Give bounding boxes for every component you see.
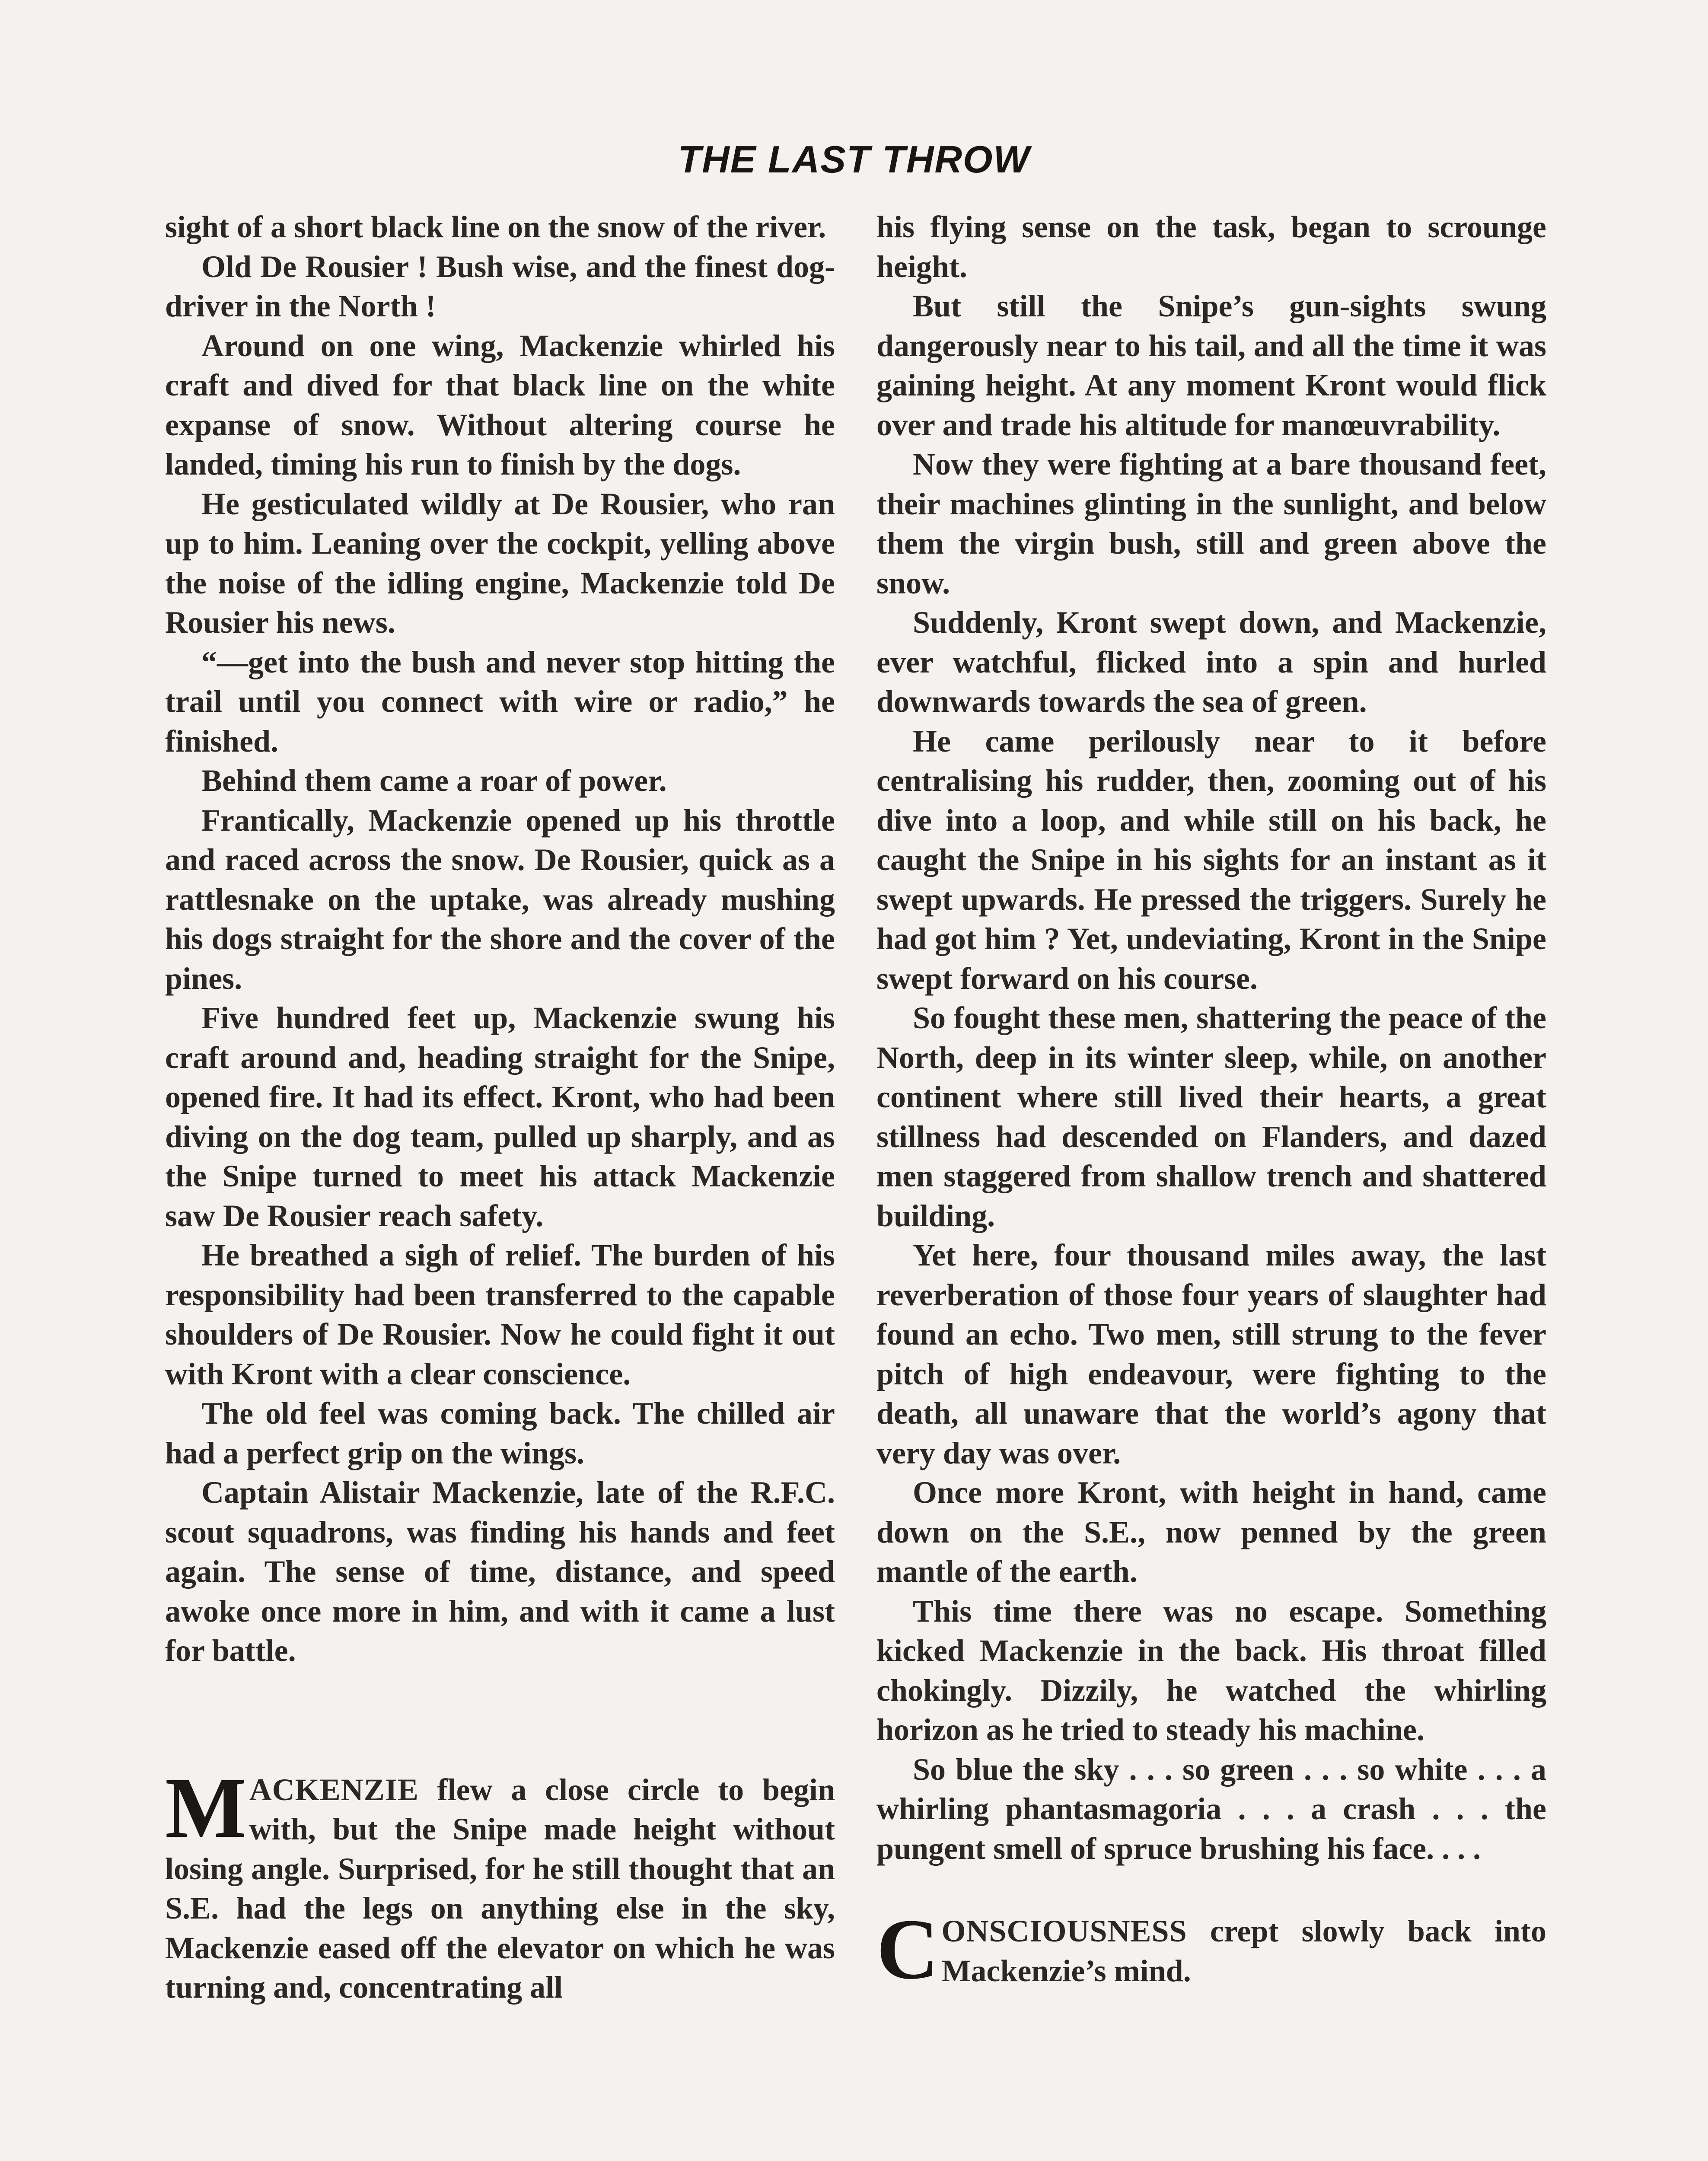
paragraph: sight of a short black line on the snow of the river. (165, 210, 826, 244)
left-column (165, 207, 835, 2008)
paragraph: He came perilously near to it before centralising his rudder, then, zooming out of his dive into a loop, and while still on his back, he caught the Snipe in his sights for an instant as it swept upwards. He pressed the triggers. Surely he had got him ? Yet, undeviating, Kront in the Snipe swept forward on his course. (876, 724, 1546, 996)
paragraph: This time there was no escape. Something kicked Mackenzie in the back. His throat filled chokingly. Dizzily, he watched the whirling horizon as he tried to steady his machine. (876, 1594, 1546, 1747)
section-text: flew a close circle to begin with, but the Snipe made height without losing angle. Surprised, for he still thought that an S.E. had the legs on anything else in the sky, Mackenzie eased off the elevator on which he was turning and, concentrating all (165, 1772, 835, 2005)
paragraph: Once more Kront, with height in hand, came down on the S.E., now penned by the green mantle of the earth. (876, 1475, 1546, 1589)
section-break (876, 1868, 1546, 1912)
paragraph: Old De Rousier ! Bush wise, and the finest dog-driver in the North ! (165, 249, 835, 323)
paragraph: The old feel was coming back. The chilled air had a perfect grip on the wings. (165, 1396, 835, 1470)
drop-cap: M (165, 1760, 247, 1856)
drop-cap: C (876, 1902, 939, 1997)
section-opening-paragraph (876, 1902, 1546, 1997)
lead-in-caps: ACKENZIE (249, 1772, 419, 1807)
paragraph: Suddenly, Kront swept down, and Mackenzie, ever watchful, flicked into a spin and hurled downwards towards the sea of green. (876, 605, 1546, 719)
running-title: THE LAST THROW (678, 138, 1030, 181)
paragraph: Frantically, Mackenzie opened up his throttle and raced across the snow. De Rousier, quick as a rattlesnake on the uptake, was already mushing his dogs straight for the shore and the cover of the pines. (165, 803, 835, 996)
paragraph: his flying sense on the task, began to scrounge height. (876, 210, 1546, 284)
section-text: crept slowly back into Mackenzie’s mind. (941, 1914, 1546, 1988)
paragraph: Five hundred feet up, Mackenzie swung his craft around and, heading straight for the Snipe, opened fire. It had its effect. Kront, who had been diving on the dog team, pulled up sharply, and as the Snipe turned to meet his attack Mackenzie saw De Rousier reach safety. (165, 1001, 835, 1233)
paragraph: Behind them came a roar of power. (201, 763, 667, 798)
paragraph: But still the Snipe’s gun-sights swung dangerously near to his tail, and all the time it was gaining height. At any moment Kront would flick over and trade his altitude for manœuvrability. (876, 289, 1546, 442)
paragraph: Around on one wing, Mackenzie whirled his craft and dived for that black line on the white expanse of snow. Without altering course he landed, timing his run to finish by the dogs. (165, 328, 835, 481)
right-column (876, 207, 1546, 1997)
paragraph: Captain Alistair Mackenzie, late of the R.F.C. scout squadrons, was finding his hands and feet again. The sense of time, distance, and speed awoke once more in him, and with it came a lust for battle. (165, 1475, 835, 1668)
paragraph: He gesticulated wildly at De Rousier, who ran up to him. Leaning over the cockpit, yelling above the noise of the idling engine, Mackenzie told De Rousier his news. (165, 486, 835, 640)
paragraph: “—get into the bush and never stop hitting the trail until you connect with wire or radio,” he finished. (165, 644, 835, 759)
paragraph: Yet here, four thousand miles away, the last reverberation of those four years of slaughter had found an echo. Two men, still strung to the fever pitch of high endeavour, were fighting to the death, all unaware that the world’s agony that very day was over. (876, 1238, 1546, 1470)
paragraph: So blue the sky . . . so green . . . so white . . . a whirling phantasmagoria . . . a crash . . . the pungent smell of spruce brushing his face. . . . (876, 1752, 1546, 1866)
lead-in-caps: ONSCIOUSNESS (941, 1914, 1187, 1948)
paragraph: Now they were fighting at a bare thousand feet, their machines glinting in the sunlight, and below them the virgin bush, still and green above the snow. (876, 447, 1546, 600)
section-opening-paragraph (165, 1760, 835, 2008)
paragraph: So fought these men, shattering the peace of the North, deep in its winter sleep, while, on another continent where still lived their hearts, a great stillness had descended on Flanders, and dazed men staggered from shallow trench and shattered building. (876, 1001, 1546, 1233)
paragraph: He breathed a sigh of relief. The burden of his responsibility had been transferred to the capable shoulders of De Rousier. Now he could fight it out with Kront with a clear conscience. (165, 1238, 835, 1391)
section-break (165, 1671, 835, 1770)
